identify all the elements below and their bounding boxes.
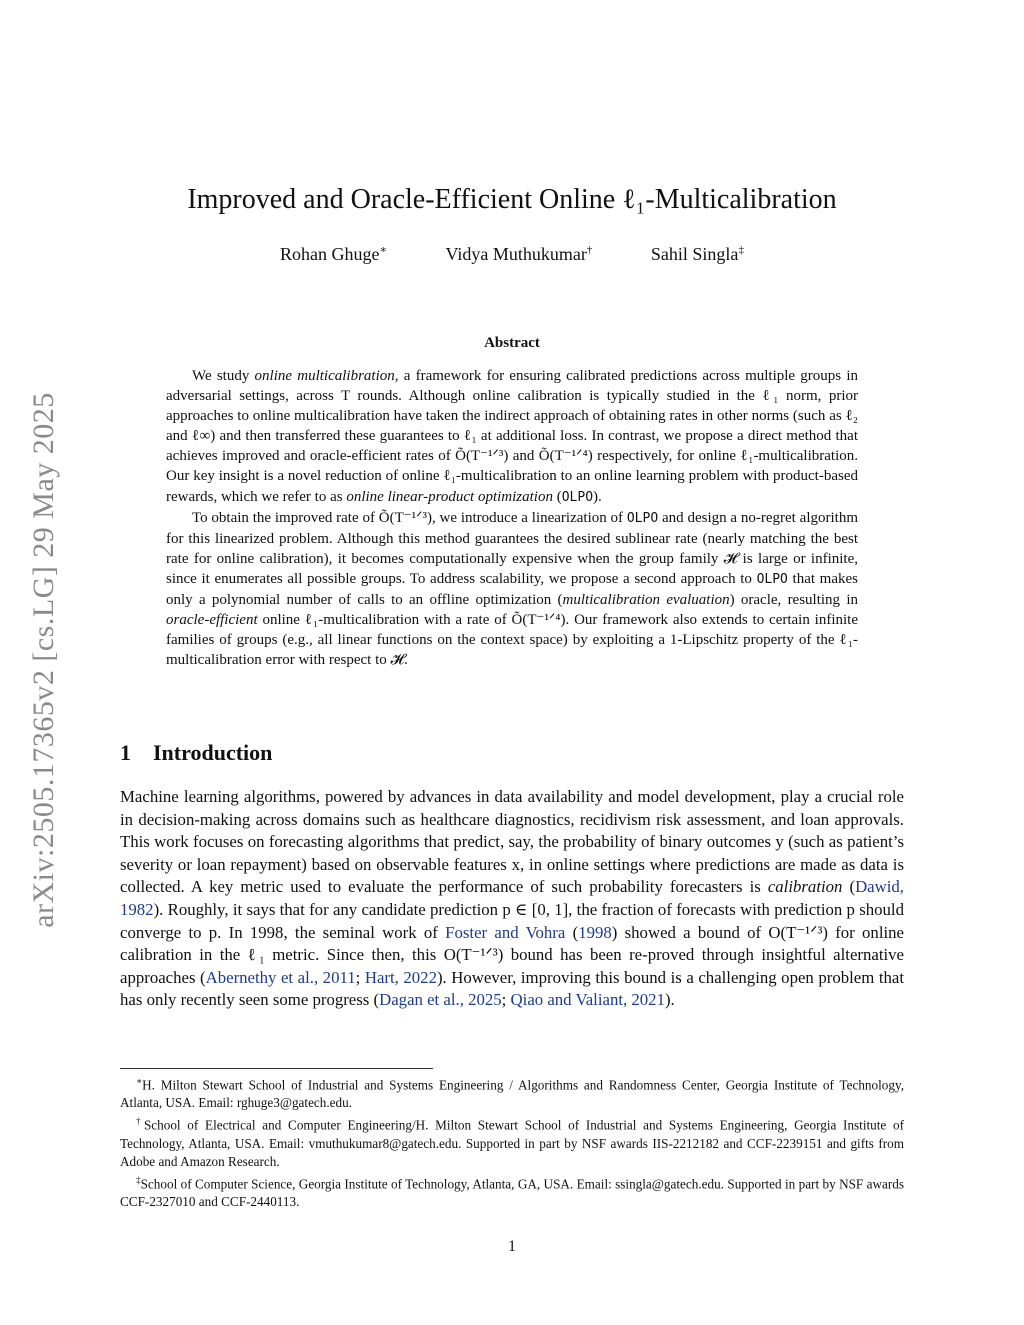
citation-link[interactable]: Qiao and Valiant, 2021 bbox=[510, 990, 665, 1010]
code-term: OLPO bbox=[756, 571, 788, 587]
author-mark: † bbox=[586, 244, 593, 256]
text-run: ( bbox=[565, 922, 579, 942]
text-run: ) oracle, resulting in bbox=[729, 592, 858, 609]
citation-link[interactable]: 1998 bbox=[578, 922, 612, 942]
text-run: and design a no-regret algorithm for this linearized problem. Although this method guarantees the desired sublinear rate (nearly matching the best rate for online calibration), it becomes computationally expensive when the group family 𝓗 is large or infinite, since it enumerates all possible groups. To address scalability, we propose a second approach to bbox=[166, 509, 858, 587]
code-term: OLPO bbox=[561, 489, 594, 505]
citation-link[interactable]: Foster and Vohra bbox=[445, 922, 566, 942]
arxiv-stamp-text: arXiv:2505.17365v2 [cs.LG] 29 May 2025 bbox=[27, 392, 60, 928]
abstract-body bbox=[166, 366, 858, 670]
footnotes bbox=[120, 1072, 904, 1211]
emphasis: calibration bbox=[767, 877, 843, 897]
footnote-2 bbox=[120, 1112, 904, 1170]
emphasis: multicalibration evaluation bbox=[562, 592, 730, 609]
arxiv-stamp bbox=[14, 365, 74, 955]
section-title: Introduction bbox=[153, 740, 273, 765]
emphasis: online multicalibration bbox=[254, 368, 395, 384]
section-heading bbox=[120, 740, 272, 766]
text-run: ; bbox=[355, 967, 365, 987]
text-run: online ℓ₁-multicalibration with a rate of Õ(T⁻¹ᐟ⁴). Our framework also extends to certain infinite families of groups (e.g., all linear functions on the context space) by exploiting a 1-Lipschitz property of the ℓ₁-multicalibration error with respect to 𝓗. bbox=[166, 612, 858, 669]
text-run: ). However, improving this bound is a challenging open problem that has only recently seen some progress ( bbox=[120, 967, 904, 1010]
footnote-mark: ∗ bbox=[136, 1076, 143, 1086]
intro-paragraph bbox=[120, 786, 904, 1012]
text-run: ; bbox=[501, 990, 511, 1010]
text-run: ). Roughly, it says that for any candidate prediction p ∈ [0, 1], the fraction of forecasts with prediction p should converge to p. In 1998, the seminal work of bbox=[120, 899, 904, 942]
citation-link[interactable]: Abernethy et al., 2011 bbox=[205, 967, 356, 987]
section-number: 1 bbox=[120, 740, 131, 765]
text-run: ( bbox=[842, 877, 856, 897]
citation-link[interactable]: Hart, 2022 bbox=[364, 967, 437, 987]
abstract-paragraph-1 bbox=[166, 366, 858, 508]
emphasis: oracle-efficient bbox=[166, 612, 258, 629]
text-run: ( bbox=[552, 488, 562, 505]
text-run: Machine learning algorithms, powered by advances in data availability and model development, play a crucial role in decision-making across domains such as healthcare diagnostics, recidivism risk assessment, and loan approvals. This work focuses on forecasting algorithms that predict, say, the probability of binary outcomes y (such as patient’s severity or loan repayment) based on observable features x, in online settings where predictions are made as data is collected. A key metric used to evaluate the performance of such probability forecasters is bbox=[120, 787, 904, 897]
citation-link[interactable]: Dawid, 1982 bbox=[120, 877, 904, 919]
author-1 bbox=[280, 243, 387, 265]
text-run: , a framework for ensuring calibrated predictions across multiple groups in adversarial settings, across T rounds. Although online calibration is typically studied in the ℓ₁ norm, prior approaches to online multicalibration have taken the indirect approach of obtaining rates in other norms (such as ℓ₂ and ℓ∞) and then transferred these guarantees to ℓ₁ at additional loss. In contrast, we propose a direct method that achieves improved and oracle-efficient rates of Õ(T⁻¹ᐟ³) and Õ(T⁻¹ᐟ⁴) respectively, for online ℓ₁-multicalibration. Our key insight is a novel reduction of online ℓ₁-multicalibration to an online learning problem with product-based rewards, which we refer to as bbox=[166, 368, 858, 505]
citation-link[interactable]: Dagan et al., 2025 bbox=[379, 990, 502, 1010]
abstract-heading: Abstract bbox=[484, 335, 540, 351]
footnote-text: H. Milton Stewart School of Industrial and Systems Engineering / Algorithms and Randomness Center, Georgia Institute of Technology, Atlanta, USA. Email: rghuge3@gatech.edu. bbox=[120, 1077, 904, 1111]
text-run: ) showed a bound of O(T⁻¹ᐟ³) for online calibration in the ℓ₁ metric. Since then, this O(T⁻¹ᐟ³) bound has been re-proved through insightful alternative approaches ( bbox=[120, 922, 904, 987]
author-2 bbox=[446, 244, 593, 265]
footnote-1 bbox=[120, 1072, 904, 1112]
author-name: Rohan Ghuge bbox=[280, 244, 380, 264]
footnote-mark: † bbox=[136, 1116, 144, 1127]
footnote-text: School of Computer Science, Georgia Institute of Technology, Atlanta, GA, USA. Email: ssingla@gatech.edu. Supported in part by NSF awards CCF-2327010 and CCF-2440113. bbox=[120, 1176, 904, 1210]
text-run: ). bbox=[593, 488, 602, 505]
author-3 bbox=[651, 244, 744, 265]
author-name: Sahil Singla bbox=[650, 244, 739, 264]
intro-body bbox=[120, 786, 904, 1012]
abstract-paragraph-2 bbox=[166, 508, 858, 671]
footnote-text: School of Electrical and Computer Engineering/H. Milton Stewart School of Industrial and Systems Engineering, Georgia Institute of Technology, Atlanta, USA. Email: vmuthukumar8@gatech.edu. Supported in part by NSF awards IIS-2212182 and CCF-2239151 and gifts from Adobe and Amazon Research. bbox=[120, 1117, 904, 1169]
text-run: We study bbox=[192, 368, 255, 384]
footnote-mark: ‡ bbox=[136, 1174, 141, 1185]
emphasis: online linear-product optimization bbox=[346, 488, 553, 505]
text-run: that makes only a polynomial number of calls to an offline optimization ( bbox=[166, 570, 858, 609]
code-term: OLPO bbox=[626, 510, 659, 526]
author-name: Vidya Muthukumar bbox=[445, 244, 587, 264]
paper-title: Improved and Oracle-Efficient Online ℓ₁-Multicalibration bbox=[187, 184, 837, 215]
text-run: ). bbox=[664, 990, 675, 1010]
author-mark: ‡ bbox=[738, 244, 744, 256]
footnote-3 bbox=[120, 1171, 904, 1211]
author-mark: ∗ bbox=[379, 244, 388, 256]
author-list bbox=[0, 243, 1024, 265]
footnote-divider bbox=[120, 1068, 433, 1069]
text-run: To obtain the improved rate of Õ(T⁻¹ᐟ³), we introduce a linearization of bbox=[192, 509, 627, 526]
page-number: 1 bbox=[508, 1238, 516, 1255]
